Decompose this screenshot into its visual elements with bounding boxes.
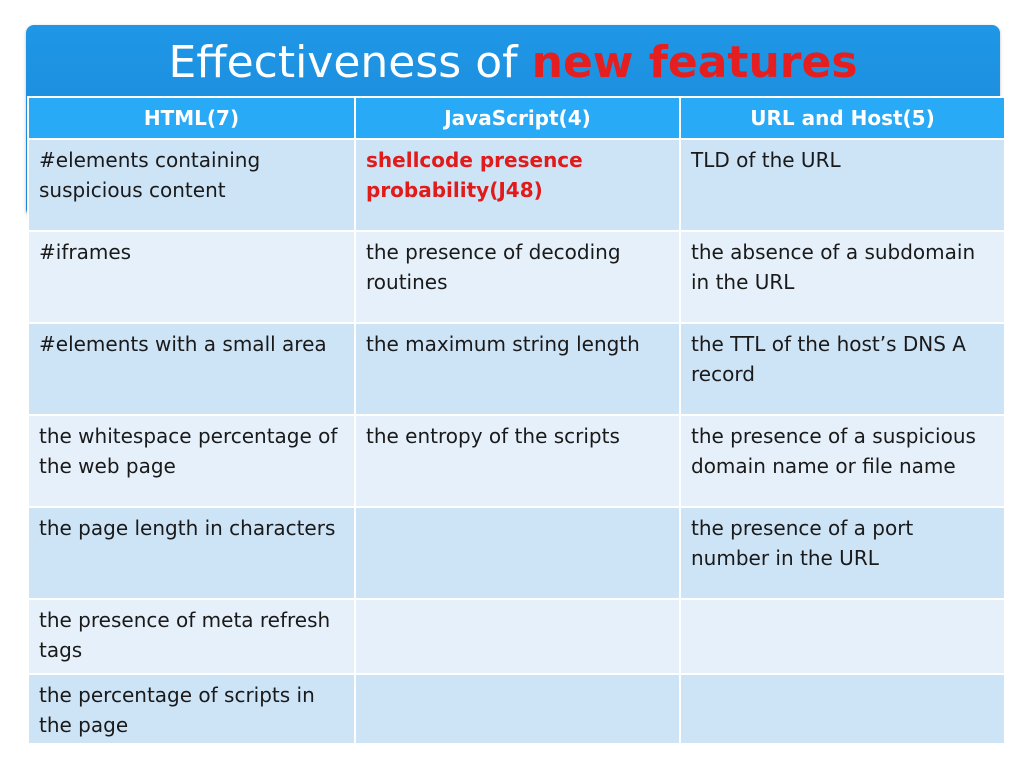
title-prefix: Effectiveness of <box>168 37 518 88</box>
table-cell-highlighted: shellcode presence probability(J48) <box>355 139 680 231</box>
table-cell: TLD of the URL <box>680 139 1005 231</box>
table-row <box>28 323 1005 415</box>
table-cell <box>680 599 1005 674</box>
table-cell: #iframes <box>28 231 355 323</box>
table-row <box>28 231 1005 323</box>
table-cell <box>680 674 1005 744</box>
table-row <box>28 507 1005 599</box>
table-row <box>28 674 1005 744</box>
table-cell <box>355 599 680 674</box>
table-row <box>28 415 1005 507</box>
table-row <box>28 139 1005 231</box>
table-cell: the maximum string length <box>355 323 680 415</box>
table-cell: the presence of decoding routines <box>355 231 680 323</box>
table-cell: the entropy of the scripts <box>355 415 680 507</box>
table-cell <box>355 674 680 744</box>
column-header-url-host: URL and Host(5) <box>680 97 1005 139</box>
table-cell: the presence of a port number in the URL <box>680 507 1005 599</box>
table-cell: #elements with a small area <box>28 323 355 415</box>
column-header-html: HTML(7) <box>28 97 355 139</box>
slide-title <box>26 30 1000 96</box>
table-cell: the absence of a subdomain in the URL <box>680 231 1005 323</box>
table-cell <box>355 507 680 599</box>
table-cell: the TTL of the host’s DNS A record <box>680 323 1005 415</box>
features-table <box>27 96 1006 745</box>
table-cell: the whitespace percentage of the web page <box>28 415 355 507</box>
column-header-javascript: JavaScript(4) <box>355 97 680 139</box>
title-highlight: new features <box>531 37 858 88</box>
table-cell: the presence of meta refresh tags <box>28 599 355 674</box>
table-row <box>28 599 1005 674</box>
table-cell: the page length in characters <box>28 507 355 599</box>
header-row <box>28 97 1005 139</box>
table-cell: the percentage of scripts in the page <box>28 674 355 744</box>
table-cell: #elements containing suspicious content <box>28 139 355 231</box>
table-cell: the presence of a suspicious domain name or file name <box>680 415 1005 507</box>
